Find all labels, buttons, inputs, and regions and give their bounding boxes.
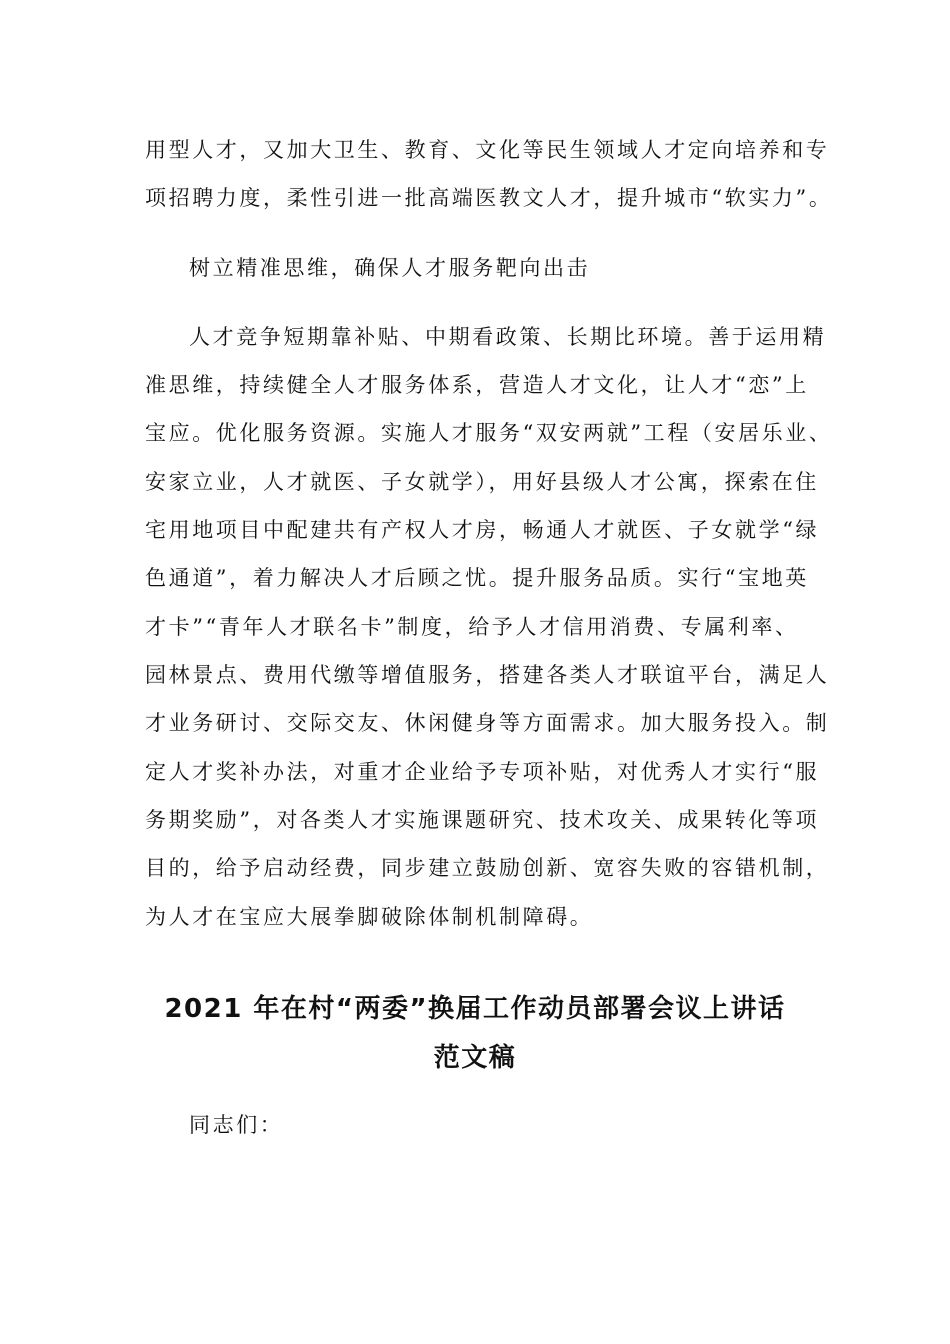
paragraph-line: 人才竞争短期靠补贴、中期看政策、长期比环境。善于运用精 — [189, 325, 827, 349]
body-text-line: 用型人才，又加大卫生、教育、文化等民生领域人才定向培养和专 — [145, 138, 830, 162]
section-heading: 树立精准思维，确保人才服务靶向出击 — [189, 256, 591, 280]
salutation: 同志们： — [189, 1113, 284, 1137]
paragraph-line: 准思维，持续健全人才服务体系，营造人才文化，让人才“恋”上 — [145, 373, 809, 397]
body-text-line: 项招聘力度，柔性引进一批高端医教文人才，提升城市“软实力”。 — [145, 186, 833, 210]
paragraph-line: 定人才奖补办法，对重才企业给予专项补贴，对优秀人才实行“服 — [145, 760, 820, 784]
document-title-line-1: 2021 年在村“两委”换届工作动员部署会议上讲话 — [164, 994, 786, 1024]
paragraph-line: 为人才在宝应大展拳脚破除体制机制障碍。 — [145, 905, 594, 929]
paragraph-line: 目的，给予启动经费，同步建立鼓励创新、宽容失败的容错机制， — [145, 856, 830, 880]
paragraph-line: 务期奖励”，对各类人才实施课题研究、技术攻关、成果转化等项 — [145, 808, 820, 832]
paragraph-line: 宝应。优化服务资源。实施人才服务“双安两就”工程（安居乐业、 — [145, 421, 833, 445]
paragraph-line: 园林景点、费用代缴等增值服务，搭建各类人才联谊平台，满足人 — [145, 663, 830, 687]
document-title-line-2: 范文稿 — [433, 1043, 517, 1073]
paragraph-line: 才业务研讨、交际交友、休闲健身等方面需求。加大服务投入。制 — [145, 711, 830, 735]
paragraph-line: 宅用地项目中配建共有产权人才房，畅通人才就医、子女就学“绿 — [145, 518, 820, 542]
paragraph-line: 色通道”，着力解决人才后顾之忧。提升服务品质。实行“宝地英 — [145, 566, 809, 590]
paragraph-line: 才卡”“青年人才联名卡”制度，给予人才信用消费、专属利率、 — [145, 615, 799, 639]
paragraph-line: 安家立业，人才就医、子女就学），用好县级人才公寓，探索在住 — [145, 470, 819, 494]
